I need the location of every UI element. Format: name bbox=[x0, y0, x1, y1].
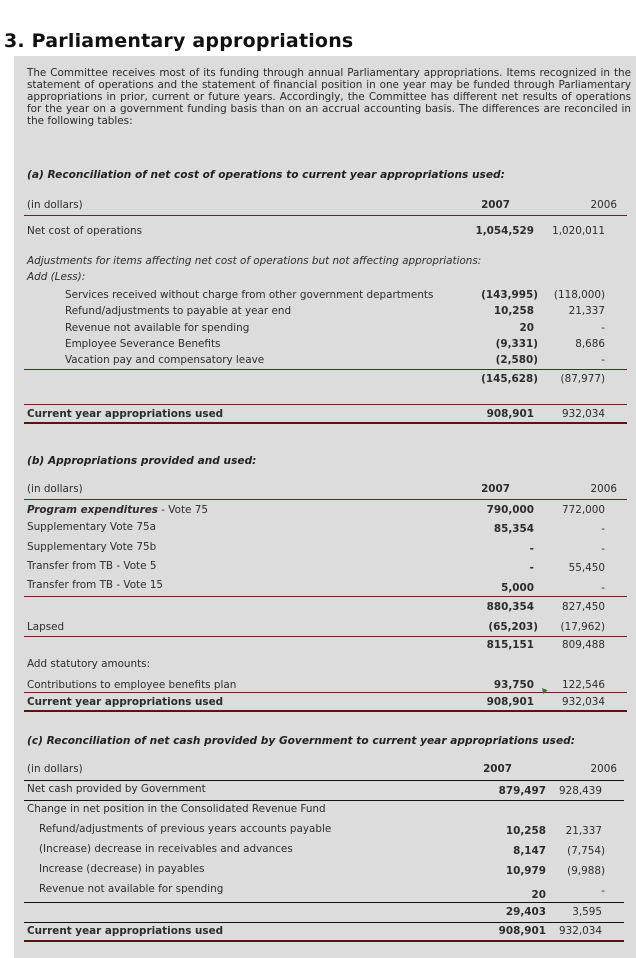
value-2007: (9,331) bbox=[495, 338, 538, 350]
total-2006: 932,034 bbox=[562, 408, 605, 420]
total-2006: 932,034 bbox=[559, 925, 602, 937]
total-row bbox=[0, 408, 636, 423]
table-row bbox=[0, 579, 636, 594]
value-2006: - bbox=[601, 354, 605, 366]
table-row bbox=[0, 863, 636, 878]
table-row bbox=[0, 305, 636, 320]
row-label: Supplementary Vote 75a bbox=[27, 521, 156, 533]
page-title: 3. Parliamentary appropriations bbox=[4, 30, 354, 52]
divider bbox=[24, 692, 627, 693]
section-a-column-header bbox=[0, 199, 636, 214]
table-row bbox=[0, 354, 636, 369]
row-label: Lapsed bbox=[27, 621, 65, 633]
row-label: Adjustments for items affecting net cost of operations but not affecting appropriations: bbox=[27, 255, 482, 267]
intro-paragraph: The Committee receives most of its funding through annual Parliamentary appropriations. Items recognized in the statement of operations and the statement of financial position in one year may be funded through Parliamentary appropriations in prior, current or future years. Accordingly, the Committee has different net results of operations for the year on a government funding basis than on an accrual accounting basis. The differences are reconciled in the following tables: bbox=[27, 67, 631, 128]
value-2007: 10,258 bbox=[505, 825, 546, 837]
subtotal-row bbox=[0, 601, 636, 616]
divider bbox=[24, 215, 627, 216]
value-2007: 10,258 bbox=[493, 305, 534, 317]
total-row bbox=[0, 696, 636, 711]
value-2006: 122,546 bbox=[562, 679, 605, 691]
value-2007: 5,000 bbox=[501, 582, 534, 594]
row-label: Refund/adjustments of previous years accounts payable bbox=[39, 823, 332, 835]
value-2007: (143,995) bbox=[481, 289, 538, 301]
value-2006: - bbox=[601, 322, 605, 334]
row-label: Contributions to employee benefits plan bbox=[27, 679, 237, 691]
subtotal-2006: (87,977) bbox=[560, 373, 605, 385]
row-label: Current year appropriations used bbox=[27, 925, 224, 937]
change-label-row bbox=[0, 803, 636, 818]
value-2007: (65,203) bbox=[488, 621, 538, 633]
value-2006: 55,450 bbox=[568, 562, 605, 574]
divider bbox=[24, 922, 624, 923]
row-label: Revenue not available for spending bbox=[39, 883, 224, 895]
divider bbox=[24, 636, 627, 637]
divider bbox=[24, 499, 627, 500]
row-label: Vacation pay and compensatory leave bbox=[65, 354, 265, 366]
row-label: Transfer from TB - Vote 5 bbox=[27, 560, 157, 572]
vote-label: - Vote 75 bbox=[157, 504, 208, 516]
row-label: Revenue not available for spending bbox=[65, 322, 250, 334]
value-2007: 790,000 bbox=[486, 504, 534, 516]
row-label: Services received without charge from other government departments bbox=[65, 289, 434, 301]
row-label: Net cash provided by Government bbox=[27, 783, 206, 795]
net-cash-row bbox=[0, 783, 636, 798]
subtotal-row bbox=[0, 373, 636, 388]
total-2007: 908,901 bbox=[498, 925, 546, 937]
value-2006: - bbox=[601, 885, 605, 897]
row-label: Refund/adjustments to payable at year end bbox=[65, 305, 292, 317]
value-2007: 1,054,529 bbox=[475, 225, 534, 237]
double-divider bbox=[24, 940, 624, 942]
divider bbox=[24, 800, 624, 801]
value-2006: 1,020,011 bbox=[552, 225, 605, 237]
row-label: Current year appropriations used bbox=[27, 408, 224, 420]
value-2007: 8,147 bbox=[513, 845, 546, 857]
year-2007-header: 2007 bbox=[483, 763, 512, 775]
add-less-label-row bbox=[0, 271, 636, 286]
subtotal-2006: 827,450 bbox=[562, 601, 605, 613]
value-2006: - bbox=[601, 582, 605, 594]
value-2006: (7,754) bbox=[567, 845, 605, 857]
value-2006: 21,337 bbox=[568, 305, 605, 317]
row-label: Add statutory amounts: bbox=[27, 658, 151, 670]
statutory-label-row bbox=[0, 658, 636, 673]
year-2007-header: 2007 bbox=[481, 483, 510, 495]
value-2007: 879,497 bbox=[498, 785, 546, 797]
subtotal-2007: 29,403 bbox=[505, 906, 546, 918]
table-row bbox=[0, 843, 636, 858]
divider bbox=[24, 404, 627, 405]
lapsed-row bbox=[0, 621, 636, 636]
total-2007: 908,901 bbox=[486, 696, 534, 708]
divider bbox=[24, 780, 624, 781]
table-row bbox=[0, 823, 636, 838]
total-row bbox=[0, 925, 636, 940]
value-2006: (9,988) bbox=[567, 865, 605, 877]
subtotal-row bbox=[0, 639, 636, 654]
subtotal-2007: 880,354 bbox=[486, 601, 534, 613]
value-2006: 21,337 bbox=[565, 825, 602, 837]
row-label: Increase (decrease) in payables bbox=[39, 863, 205, 875]
program-label: Program expenditures bbox=[27, 504, 158, 516]
value-2007: - bbox=[529, 562, 534, 574]
section-a-heading: (a) Reconciliation of net cost of operations to current year appropriations used: bbox=[27, 169, 505, 181]
divider bbox=[24, 369, 627, 370]
subtotal-2007: 815,151 bbox=[486, 639, 534, 651]
units-label: (in dollars) bbox=[27, 763, 83, 775]
subtotal-2006: 3,595 bbox=[572, 906, 602, 918]
row-label: Transfer from TB - Vote 15 bbox=[27, 579, 164, 591]
year-2006-header: 2006 bbox=[590, 483, 617, 495]
year-2006-header: 2006 bbox=[590, 199, 617, 211]
value-2007: 20 bbox=[531, 889, 546, 901]
table-row bbox=[0, 289, 636, 304]
units-label: (in dollars) bbox=[27, 483, 83, 495]
row-label: Add (Less): bbox=[27, 271, 86, 283]
subtotal-2007: (145,628) bbox=[481, 373, 538, 385]
net-cost-row bbox=[0, 225, 636, 240]
divider bbox=[24, 902, 624, 903]
value-2006: (118,000) bbox=[553, 289, 605, 301]
year-2006-header: 2006 bbox=[590, 763, 617, 775]
table-row bbox=[0, 560, 636, 575]
section-b-heading: (b) Appropriations provided and used: bbox=[27, 455, 257, 467]
table-row bbox=[0, 322, 636, 337]
row-label: (Increase) decrease in receivables and advances bbox=[39, 843, 293, 855]
value-2007: 93,750 bbox=[493, 679, 534, 691]
divider bbox=[24, 596, 627, 597]
double-divider bbox=[24, 710, 627, 712]
value-2006: 772,000 bbox=[562, 504, 605, 516]
row-label: Change in net position in the Consolidated Revenue Fund bbox=[27, 803, 326, 815]
value-2007: 10,979 bbox=[505, 865, 546, 877]
row-label: Employee Severance Benefits bbox=[65, 338, 221, 350]
value-2007: (2,580) bbox=[495, 354, 538, 366]
section-c-column-header bbox=[0, 763, 636, 778]
value-2006: - bbox=[601, 523, 605, 535]
program-expenditures-row bbox=[0, 504, 636, 519]
table-row bbox=[0, 883, 636, 901]
row-label: Supplementary Vote 75b bbox=[27, 541, 157, 553]
value-2007: - bbox=[529, 543, 534, 555]
section-b-column-header bbox=[0, 483, 636, 498]
value-2007: 20 bbox=[519, 322, 534, 334]
value-2006: 928,439 bbox=[559, 785, 602, 797]
units-label: (in dollars) bbox=[27, 199, 83, 211]
double-divider bbox=[24, 422, 627, 424]
value-2006: - bbox=[601, 543, 605, 555]
table-row bbox=[0, 521, 636, 536]
value-2006: 8,686 bbox=[575, 338, 605, 350]
table-row bbox=[0, 338, 636, 353]
value-2007: 85,354 bbox=[493, 523, 534, 535]
row-label: Net cost of operations bbox=[27, 225, 143, 237]
subtotal-2006: 809,488 bbox=[562, 639, 605, 651]
subtotal-row bbox=[0, 906, 636, 921]
table-row bbox=[0, 541, 636, 556]
adjustments-label-row bbox=[0, 255, 636, 270]
row-label: Current year appropriations used bbox=[27, 696, 224, 708]
value-2006: (17,962) bbox=[560, 621, 605, 633]
total-2007: 908,901 bbox=[486, 408, 534, 420]
row-label bbox=[27, 504, 208, 516]
year-2007-header: 2007 bbox=[481, 199, 510, 211]
section-c-heading: (c) Reconciliation of net cash provided by Government to current year appropriations used: bbox=[27, 735, 575, 747]
total-2006: 932,034 bbox=[562, 696, 605, 708]
